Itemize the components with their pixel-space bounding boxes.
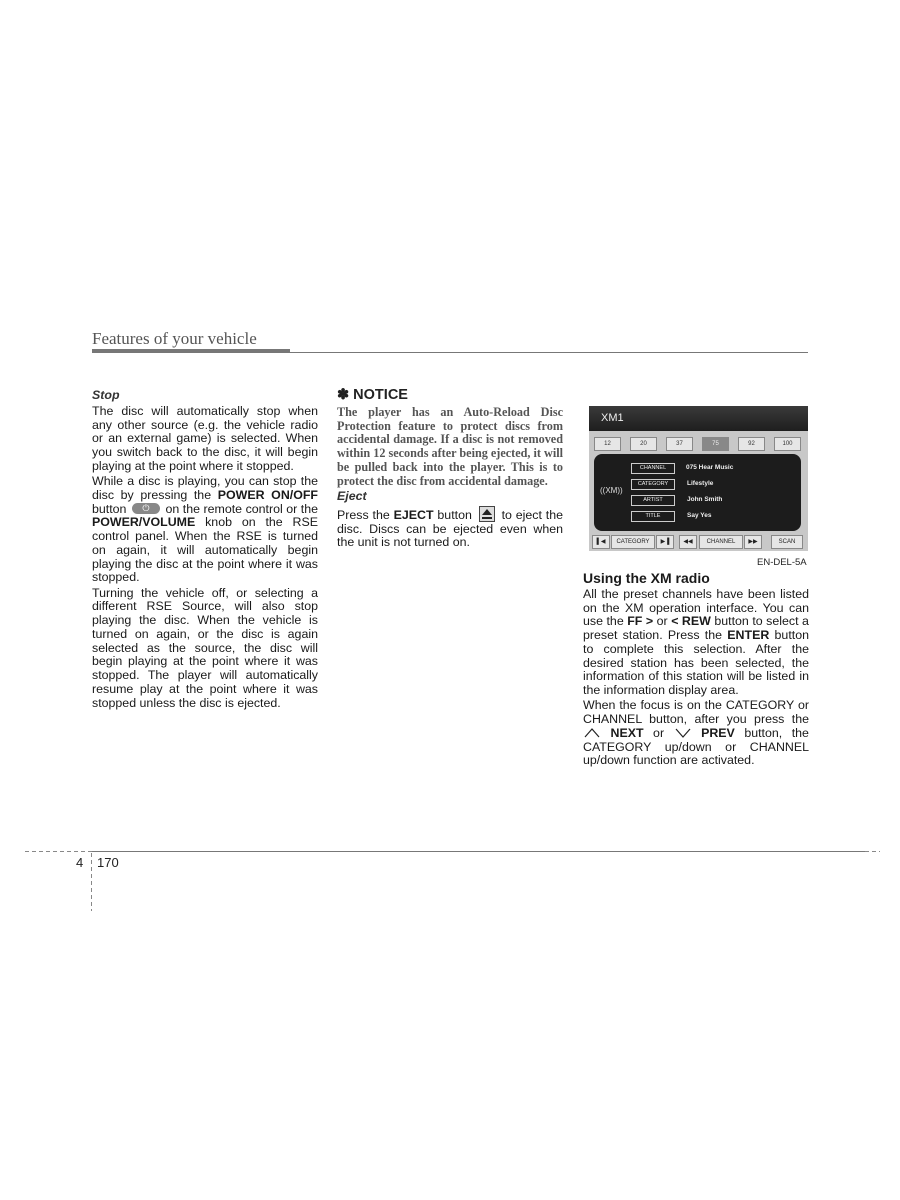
value-category: Lifestyle (687, 480, 714, 487)
chevron-down-icon (674, 728, 692, 738)
channel-button[interactable]: CHANNEL (699, 535, 743, 549)
stop-p2-text-d: on the remote control or the (165, 501, 319, 516)
xm-paragraph-1 (583, 588, 809, 698)
enter-label: ENTER (727, 628, 770, 642)
rew-label: < REW (671, 614, 711, 629)
stop-paragraph-2 (92, 475, 318, 585)
column-stop (92, 389, 318, 712)
category-button[interactable]: CATEGORY (611, 535, 655, 549)
xm-title: XM1 (601, 412, 624, 424)
power-volume-label: POWER/VOLUME (92, 515, 196, 530)
eject-text-a: Press the (337, 507, 390, 522)
fast-forward-icon[interactable]: ▶▶ (744, 535, 762, 549)
stop-heading: Stop (92, 388, 120, 402)
eject-paragraph (337, 506, 563, 550)
next-label: NEXT (610, 725, 644, 740)
xm-p1-g: button to complete this selection. After the desired station has been selected, the information of this station will be listed in the information display area. (583, 628, 809, 697)
xm-p1-a: All the preset channels have been listed on the XM operation interface. You can use the (583, 586, 809, 629)
label-artist: ARTIST (631, 495, 675, 506)
figure-caption: EN-DEL-5A (757, 557, 807, 568)
xm-paragraph-2 (583, 699, 809, 768)
value-artist: John Smith (687, 496, 723, 503)
power-button-icon: ⏻ (132, 503, 160, 514)
eject-label: EJECT (393, 507, 434, 522)
stop-p2-text-f: knob on the RSE control panel. When the RSE is turned on again, it will automatically begin playing the disc at the point where it was stopped. (92, 515, 318, 585)
eject-text-d: to eject the disc. Discs can be ejected even when the unit is not turned on. (337, 507, 564, 550)
column-notice (337, 389, 563, 552)
label-category: CATEGORY (631, 479, 675, 490)
preset-button-5[interactable]: 92 (738, 437, 765, 451)
preset-button-3[interactable]: 37 (666, 437, 693, 451)
xm-title-bar (589, 406, 808, 431)
xm-p1-e: button to select a preset station. Press the (583, 614, 809, 642)
header-rule (92, 352, 808, 353)
notice-text: The player has an Auto-Reload Disc Protection feature to protect discs from accidental damage. If a disc is not removed within 12 seconds after being ejected, it will be pulled back into the player. This is to protect the disc from accidental damage. (337, 404, 563, 488)
eject-text-c: button (437, 507, 472, 522)
column-xm-radio (583, 572, 809, 770)
stop-paragraph-3: Turning the vehicle off, or selecting a different RSE Source, will also stop playing the disc. When the vehicle is turned on again, or the disc is again selected as the source, the disc will begin playing at the point where it was stopped. The player will automatically resume play at the point where it was stopped unless the disc is ejected. (92, 585, 318, 710)
page-header-title: Features of your vehicle (92, 329, 257, 348)
category-prev-icon[interactable]: ▌◀ (592, 535, 610, 549)
category-next-icon[interactable]: ▶▐ (656, 535, 674, 549)
rewind-icon[interactable]: ◀◀ (679, 535, 697, 549)
eject-icon (479, 506, 495, 522)
footer-rule (92, 851, 865, 852)
preset-button-4[interactable]: 75 (702, 437, 729, 451)
scan-button[interactable]: SCAN (771, 535, 803, 549)
ff-label: FF > (627, 614, 654, 629)
chevron-up-icon (583, 728, 601, 738)
stop-paragraph-1: The disc will automatically stop when any other source (e.g. the vehicle radio or an external game) is selected. When you switch back to the disc, it will begin playing at the point where it stopped. (92, 403, 318, 473)
value-channel: 075 Hear Music (686, 464, 734, 471)
xm-p2-c: or (653, 725, 665, 740)
xm-p2-e: button, the CATEGORY up/down or CHANNEL up/down function are activated. (583, 725, 809, 768)
preset-button-1[interactable]: 12 (594, 437, 621, 451)
preset-button-2[interactable]: 20 (630, 437, 657, 451)
power-onoff-label: POWER ON/OFF (217, 487, 318, 502)
label-title: TITLE (631, 511, 675, 522)
xm-radio-heading: Using the XM radio (583, 570, 710, 586)
info-display-area (594, 454, 801, 531)
xm-logo: ((XM)) (600, 486, 623, 495)
preset-button-6[interactable]: 100 (774, 437, 801, 451)
notice-title: ✽ NOTICE (337, 387, 408, 403)
eject-heading: Eject (337, 489, 367, 504)
xm-radio-screen (589, 406, 808, 551)
stop-p2-text-a: While a disc is playing, you can stop the disc by pressing the (92, 474, 318, 502)
label-channel: CHANNEL (631, 463, 675, 474)
stop-p2-text-c: button (92, 501, 127, 516)
xm-p1-c: or (656, 614, 668, 629)
page-number: 170 (97, 855, 119, 870)
prev-label: PREV (701, 725, 735, 740)
value-title: Say Yes (687, 512, 712, 519)
chapter-number: 4 (76, 855, 84, 870)
xm-p2-a: When the focus is on the CATEGORY or CHANNEL button, after you press the (583, 698, 809, 726)
footer-vertical-rule (91, 853, 92, 911)
